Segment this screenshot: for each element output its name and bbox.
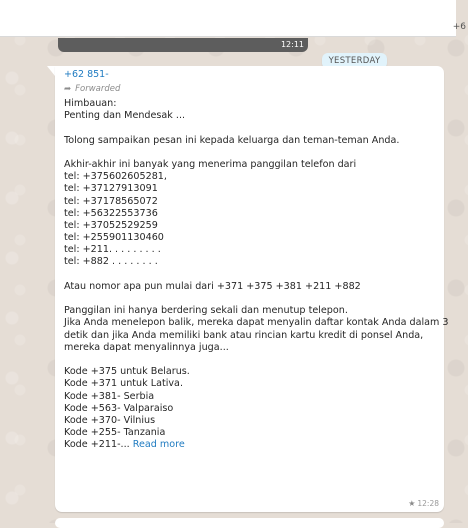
message-line: mereka dapat menyalinnya juga... xyxy=(64,341,229,353)
message-line xyxy=(64,122,442,134)
message-line xyxy=(64,269,442,281)
read-more-link[interactable]: Read more xyxy=(132,439,185,451)
edge-partial-text: +6 xyxy=(452,22,466,32)
message-line xyxy=(64,293,442,305)
message-line: tel: +37178565072 xyxy=(64,195,158,207)
message-line: Kode +370- Vilnius xyxy=(64,414,156,426)
sender-phone[interactable]: +62 851- xyxy=(64,69,109,80)
previous-media-message[interactable] xyxy=(58,38,308,52)
message-line: Kode +563- Valparaiso xyxy=(64,402,174,414)
message-line xyxy=(64,147,442,159)
message-bubble[interactable] xyxy=(55,66,449,512)
message-line-last xyxy=(64,439,442,451)
message-line: Panggilan ini hanya berdering sekali dan menutup telepon. xyxy=(64,305,348,317)
message-text xyxy=(64,98,449,451)
message-line: tel: +375602605281, xyxy=(64,171,167,183)
message-line: Atau nomor apa pun mulai dari +371 +375 +381 +211 +882 xyxy=(64,280,361,292)
date-divider: YESTERDAY xyxy=(322,53,387,69)
forward-arrow-icon: ➦ xyxy=(64,84,72,94)
message-line: tel: +211. . . . . . . . . xyxy=(64,244,161,256)
message-meta xyxy=(408,499,439,508)
message-line: tel: +255901130460 xyxy=(64,232,164,244)
message-line: tel: +37127913091 xyxy=(64,183,158,195)
message-line: Kode +255- Tanzania xyxy=(64,427,166,439)
forwarded-label: Forwarded xyxy=(75,84,121,94)
message-line: Tolong sampaikan pesan ini kepada keluarga dan teman-teman Anda. xyxy=(64,134,400,146)
message-line: Kode +371 untuk Lativa. xyxy=(64,378,183,390)
next-message-bubble[interactable] xyxy=(55,518,444,528)
message-line: detik dan jika Anda memiliki bank atau rincian kartu kredit di ponsel Anda, xyxy=(64,329,424,341)
message-line: Kode +381- Serbia xyxy=(64,390,155,402)
message-line: tel: +56322553736 xyxy=(64,207,158,219)
message-line: Akhir-akhir ini banyak yang menerima panggilan telefon dari xyxy=(64,158,357,170)
star-icon: ★ xyxy=(408,499,416,508)
message-line: tel: +37052529259 xyxy=(64,219,158,231)
message-time: 12:28 xyxy=(417,499,439,508)
last-line-text: Kode +211-... xyxy=(64,439,130,451)
message-line: Kode +375 untuk Belarus. xyxy=(64,366,190,378)
message-line: tel: +882 . . . . . . . . xyxy=(64,256,158,268)
forwarded-indicator xyxy=(64,84,120,94)
bubble-tail xyxy=(47,66,55,76)
top-message-input[interactable] xyxy=(0,0,456,37)
message-line: Penting dan Mendesak ... xyxy=(64,110,186,122)
message-line: Himbauan: xyxy=(64,98,117,109)
previous-media-time: 12:11 xyxy=(280,40,304,49)
message-line: Jika Anda menelepon balik, mereka dapat menyalin daftar kontak Anda dalam 3 xyxy=(64,317,449,329)
message-line xyxy=(64,354,442,366)
